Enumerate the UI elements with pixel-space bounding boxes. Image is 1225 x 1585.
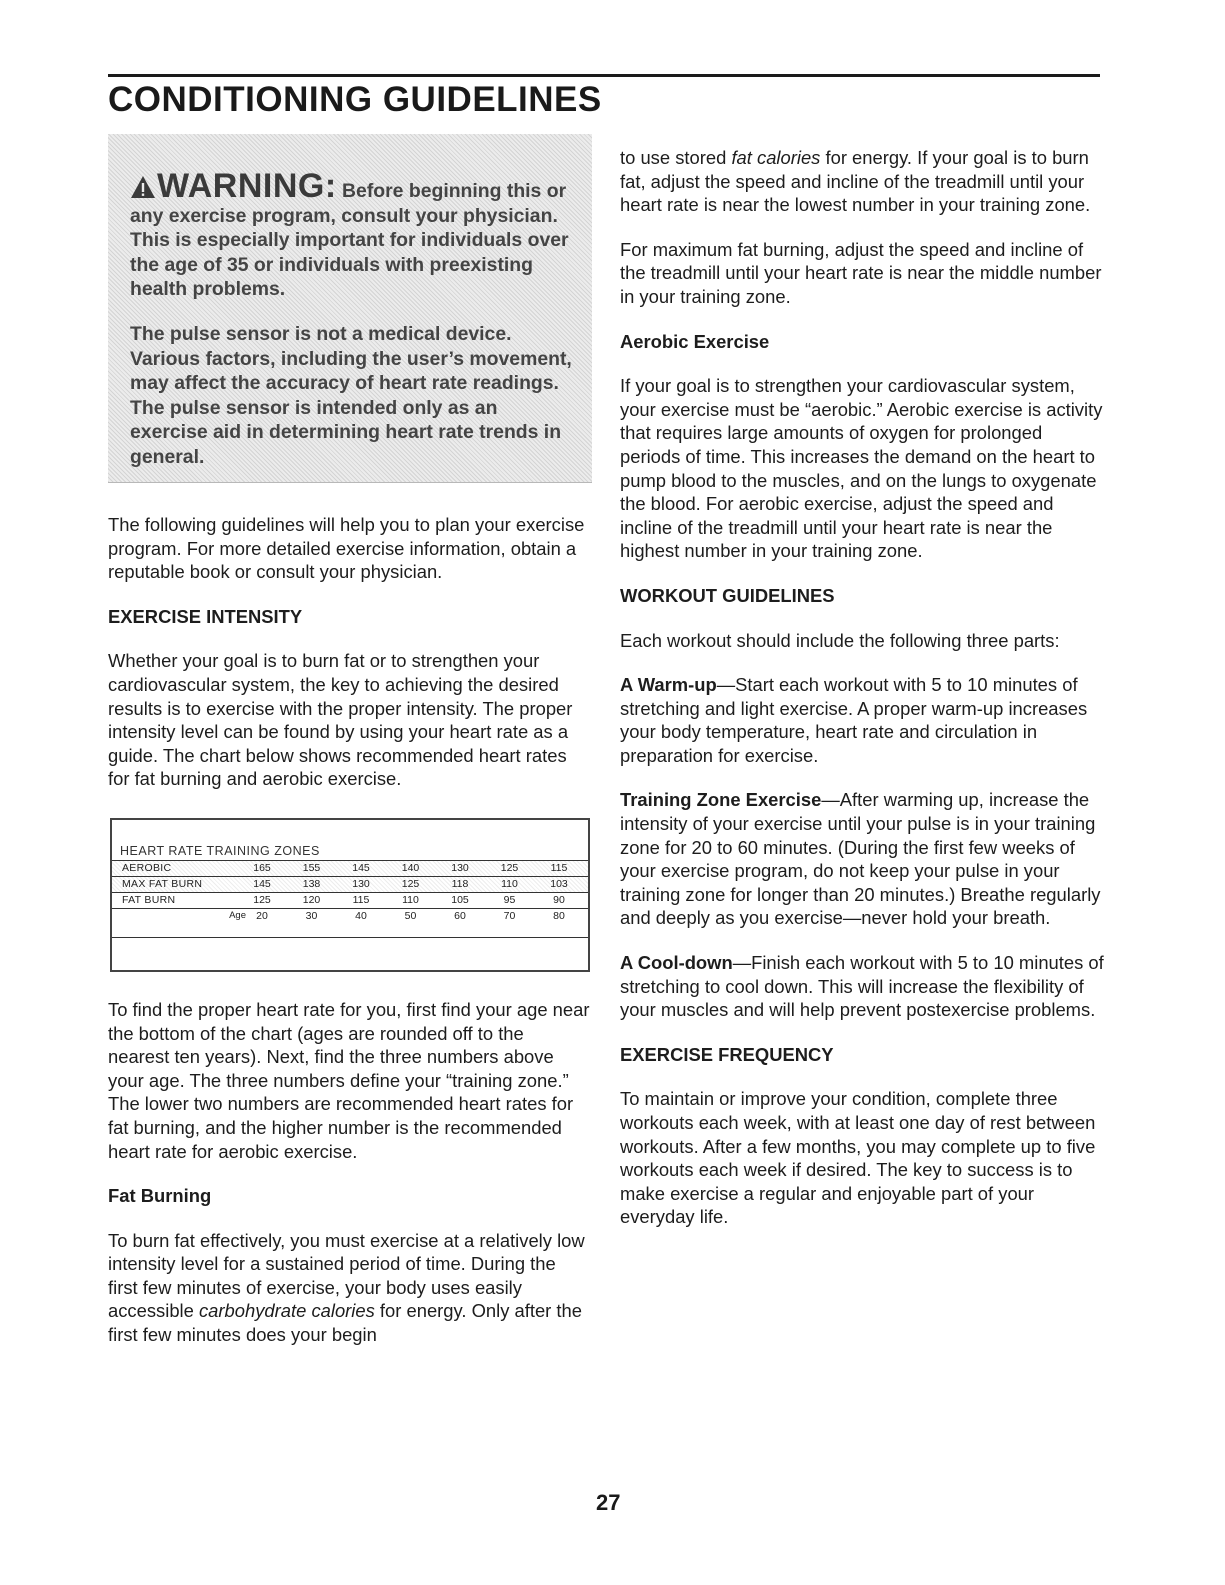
chart-cell: 165: [253, 861, 271, 874]
chart-cell: 95: [503, 893, 516, 906]
continued-emphasis: fat calories: [731, 147, 821, 168]
chart-row-aerobic: [112, 860, 588, 876]
heart-rate-chart: [110, 818, 590, 972]
aerobic-heading: Aerobic Exercise: [620, 330, 770, 352]
training-zone-paragraph: [620, 788, 1106, 930]
chart-row-age: [112, 908, 588, 924]
chart-cell: 103: [550, 877, 568, 890]
workout-guidelines-heading: WORKOUT GUIDELINES: [620, 584, 835, 606]
chart-row-max-fat-burn: [112, 876, 588, 892]
cool-down-text: —Finish each workout with 5 to 10 minutes of stretching to cool down. This will increase the flexibility of your muscles and will help prevent postexercise problems.: [620, 952, 1104, 1021]
chart-cell: 145: [352, 861, 370, 874]
age-label: Age: [229, 909, 246, 921]
warning-text-1: Before beginning this or any exercise program, consult your physician. This is especially important for individuals over the age of 35 or individuals with preexisting health problems.: [130, 180, 569, 301]
cool-down-lead: A Cool-down: [620, 952, 733, 974]
intro-paragraph: The following guidelines will help you to plan your exercise program. For more detailed exercise information, obtain a reputable book or consult your physician.: [108, 514, 585, 583]
chart-cell: 110: [501, 877, 518, 890]
warm-up-text: —Start each workout with 5 to 10 minutes of stretching and light exercise. A proper warm-up increases your body temperature, heart rate and circulation in preparation for exercise.: [620, 674, 1088, 766]
chart-cell: 110: [402, 893, 419, 906]
warning-paragraph-1: [130, 167, 572, 302]
exercise-intensity-paragraph: Whether your goal is to burn fat or to strengthen your cardiovascular system, the key to achieving the desired results is to exercise with the proper intensity. The proper intensity level can be found by using your heart rate as a guide. The chart below shows recommended heart rates for fat burning and aerobic exercise.: [108, 650, 573, 790]
warning-triangle-icon: [130, 174, 156, 200]
cool-down-paragraph: [620, 951, 1106, 1022]
page-title: CONDITIONING GUIDELINES: [108, 80, 602, 119]
max-fat-burning-paragraph: For maximum fat burning, adjust the speed and incline of the treadmill until your heart rate is near the middle number in your training zone.: [620, 238, 1102, 307]
chart-cell: 130: [352, 877, 370, 890]
training-zone-lead: Training Zone Exercise: [620, 789, 822, 811]
chart-age-cell: 80: [553, 909, 565, 922]
fat-burning-text-b: for energy. Only after the first few minutes does your begin: [108, 1300, 582, 1346]
warning-box: [108, 134, 592, 483]
continued-text-a: to use stored: [620, 147, 732, 168]
right-column: [620, 146, 1106, 1229]
chart-age-cell: 60: [454, 909, 466, 922]
warning-paragraph-2: The pulse sensor is not a medical device. Various factors, including the user’s movement, may affect the accuracy of heart rate readings. The pulse sensor is intended only as an exercise aid in determining heart rate trends in general.: [130, 322, 572, 468]
chart-age-cell: 70: [503, 909, 516, 922]
continued-text-b: for energy. If your goal is to burn fat, adjust the speed and incline of the treadmill until your heart rate is near the lowest number in your training zone.: [620, 147, 1091, 216]
chart-cell: 155: [302, 861, 321, 874]
chart-age-cell: 30: [305, 909, 318, 922]
row-label-aerobic: AEROBIC: [122, 861, 172, 874]
chart-cell: 115: [352, 893, 370, 906]
exercise-frequency-heading: EXERCISE FREQUENCY: [620, 1043, 834, 1065]
row-label-max-fat-burn: MAX FAT BURN: [122, 877, 203, 890]
fat-burning-paragraph: [108, 1229, 590, 1347]
chart-cell: 138: [302, 877, 321, 890]
chart-bottom-line: [112, 937, 588, 938]
chart-age-cell: 20: [256, 909, 268, 922]
chart-cell: 125: [401, 877, 420, 890]
left-column: [108, 134, 590, 1347]
fat-burning-heading: Fat Burning: [108, 1185, 212, 1207]
warning-title-text: WARNING:: [157, 167, 337, 205]
chart-cell: 115: [550, 861, 568, 874]
find-rate-paragraph: To find the proper heart rate for you, first find your age near the bottom of the chart (ages are rounded off to the nearest ten years). Next, find the three numbers above your age. The three numbers define your “training zone.” The lower two numbers are recommended heart rates for fat burning, and the higher number is the recommended heart rate for aerobic exercise.: [108, 998, 590, 1162]
chart-cell: 125: [500, 861, 519, 874]
chart-cell: 118: [451, 877, 469, 890]
chart-cell: 120: [302, 893, 321, 906]
fat-burning-emphasis: carbohydrate calories: [198, 1300, 375, 1322]
title-rule: [108, 74, 1100, 77]
chart-age-cell: 50: [404, 909, 417, 922]
exercise-intensity-heading: EXERCISE INTENSITY: [108, 605, 303, 627]
chart-cell: 90: [553, 893, 565, 906]
row-label-fat-burn: FAT BURN: [122, 893, 176, 906]
page-number: 27: [596, 1490, 621, 1515]
chart-cell: 130: [451, 861, 469, 874]
fat-burning-text-a: To burn fat effectively, you must exercise at a relatively low intensity level for a sustained period of time. During the first few minutes of exercise, your body uses easily accessible: [108, 1229, 585, 1322]
chart-title: HEART RATE TRAINING ZONES: [120, 843, 320, 858]
warm-up-paragraph: [620, 673, 1106, 767]
chart-cell: 140: [401, 861, 420, 874]
exercise-frequency-paragraph: To maintain or improve your condition, complete three workouts each week, with at least one day of rest between workouts. After a few months, you may complete up to five workouts each week if desired. The key to success is to make exercise a regular and enjoyable part of your everyday life.: [620, 1088, 1096, 1228]
warm-up-lead: A Warm-up: [620, 674, 717, 696]
chart-age-cell: 40: [355, 909, 367, 922]
chart-cell: 105: [451, 893, 469, 906]
chart-cell: 145: [253, 877, 271, 890]
training-zone-text: —After warming up, increase the intensity of your exercise until your pulse is in your training zone for 20 to 60 minutes. (During the first few weeks of your exercise program, do not keep your pulse in your training zone for longer than 20 minutes.) Breathe regularly and deeply as you exercise—never hold your breath.: [620, 789, 1101, 929]
aerobic-paragraph: If your goal is to strengthen your cardiovascular system, your exercise must be “aerobic.” Aerobic exercise is activity that requires large amounts of oxygen for prolonged periods of time. This increases the demand on the heart to pump blood to the muscles, and on the lungs to oxygenate the blood. For aerobic exercise, adjust the speed and incline of the treadmill until your heart rate is near the highest number in your training zone.: [620, 375, 1103, 562]
chart-cell: 125: [253, 893, 271, 906]
chart-row-fat-burn: [112, 892, 588, 908]
workout-intro-paragraph: Each workout should include the following three parts:: [620, 629, 1060, 651]
warning-title: [130, 167, 337, 205]
fat-burning-continued-paragraph: [620, 146, 1106, 217]
